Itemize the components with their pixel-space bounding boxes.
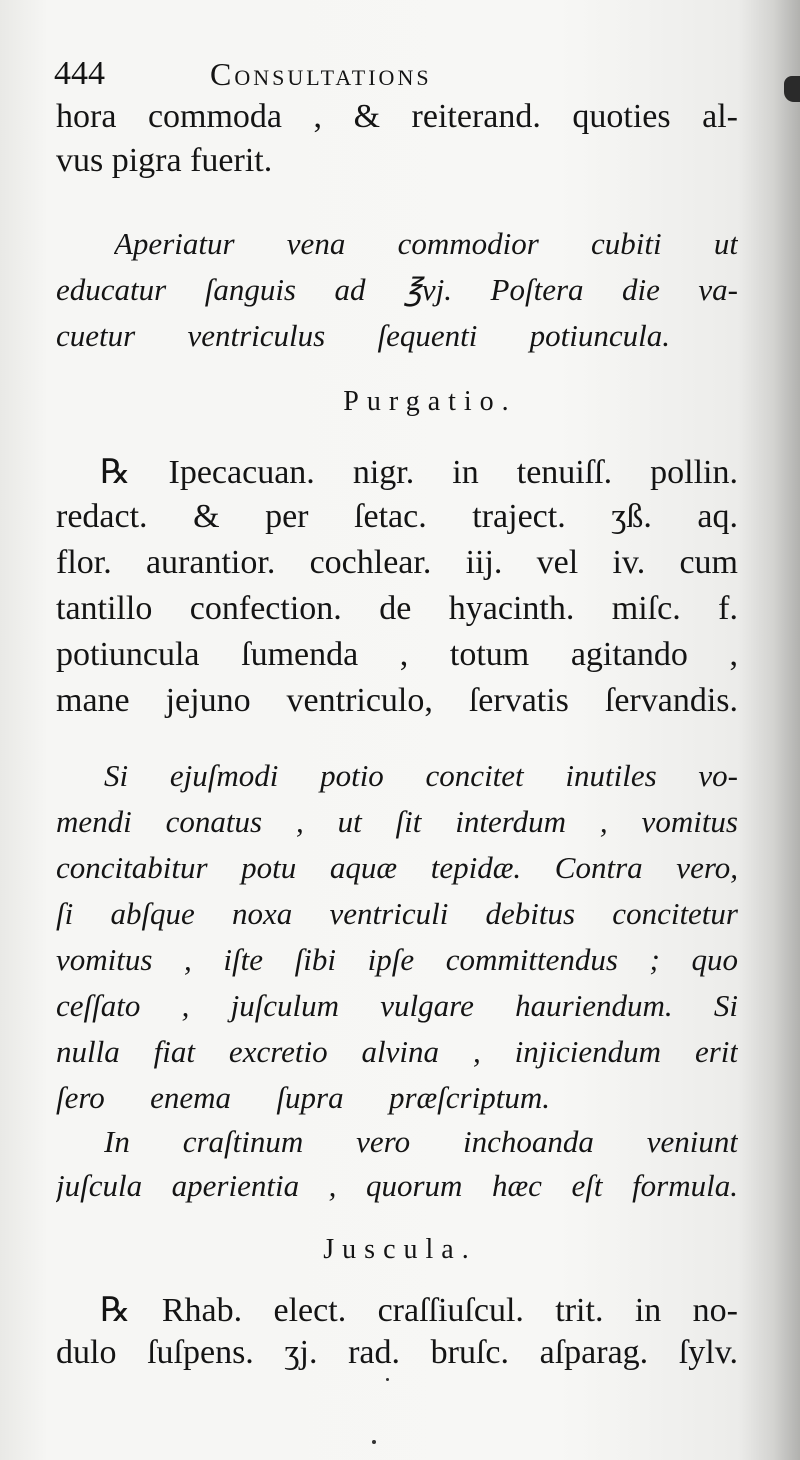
text-line: ſi abſque noxa ventriculi debitus concitetur	[56, 896, 738, 931]
ink-speck	[372, 1440, 376, 1444]
text-line: cuetur ventriculus ſequenti potiuncula.	[56, 318, 670, 353]
text-line: redact. & per ſetac. traject. ʒß. aq.	[56, 498, 738, 535]
text-line: In craſtinum vero inchoanda veniunt	[104, 1124, 738, 1159]
text-line: Aperiatur vena commodior cubiti ut	[114, 226, 738, 261]
ink-blot	[784, 76, 800, 102]
text-line: mane jejuno ventriculo, ſervatis ſervandis.	[56, 682, 738, 719]
text-line: Si ejuſmodi potio concitet inutiles vo-	[104, 758, 738, 793]
page-header	[54, 52, 574, 96]
text-line: vus pigra fuerit.	[56, 142, 273, 179]
text-line: educatur ſanguis ad ℥vj. Poſtera die va-	[56, 272, 738, 307]
text-line: ℞ Ipecacuan. nigr. in tenuiſſ. pollin.	[100, 454, 738, 491]
text-line: tantillo confection. de hyacinth. miſc. f.	[56, 590, 738, 627]
text-line: ℞ Rhab. elect. craſſiuſcul. trit. in no-	[100, 1292, 738, 1329]
running-head: Consultations	[210, 56, 432, 92]
text-line: mendi conatus , ut ſit interdum , vomitus	[56, 804, 738, 839]
text-line: juſcula aperientia , quorum hæc eſt formula.	[56, 1168, 738, 1203]
text-line: dulo ſuſpens. ʒj. rad. bruſc. aſparag. ſylv.	[56, 1334, 738, 1371]
text-line: flor. aurantior. cochlear. iij. vel iv. cum	[56, 544, 738, 581]
ink-speck	[386, 1378, 389, 1381]
text-line: potiuncula ſumenda , totum agitando ,	[56, 636, 738, 673]
text-line: nulla fiat excretio alvina , injiciendum erit	[56, 1034, 738, 1069]
text-line: hora commoda , & reiterand. quoties al-	[56, 98, 738, 135]
section-heading: Purgatio.	[343, 386, 517, 417]
text-line: ſero enema ſupra præſcriptum.	[56, 1080, 550, 1115]
text-line: concitabitur potu aquæ tepidæ. Contra vero,	[56, 850, 738, 885]
text-line: vomitus , iſte ſibi ipſe committendus ; quo	[56, 942, 738, 977]
section-heading: Juscula.	[323, 1234, 477, 1265]
page-number: 444	[54, 55, 105, 92]
text-line: ceſſato , juſculum vulgare hauriendum. Si	[56, 988, 738, 1023]
